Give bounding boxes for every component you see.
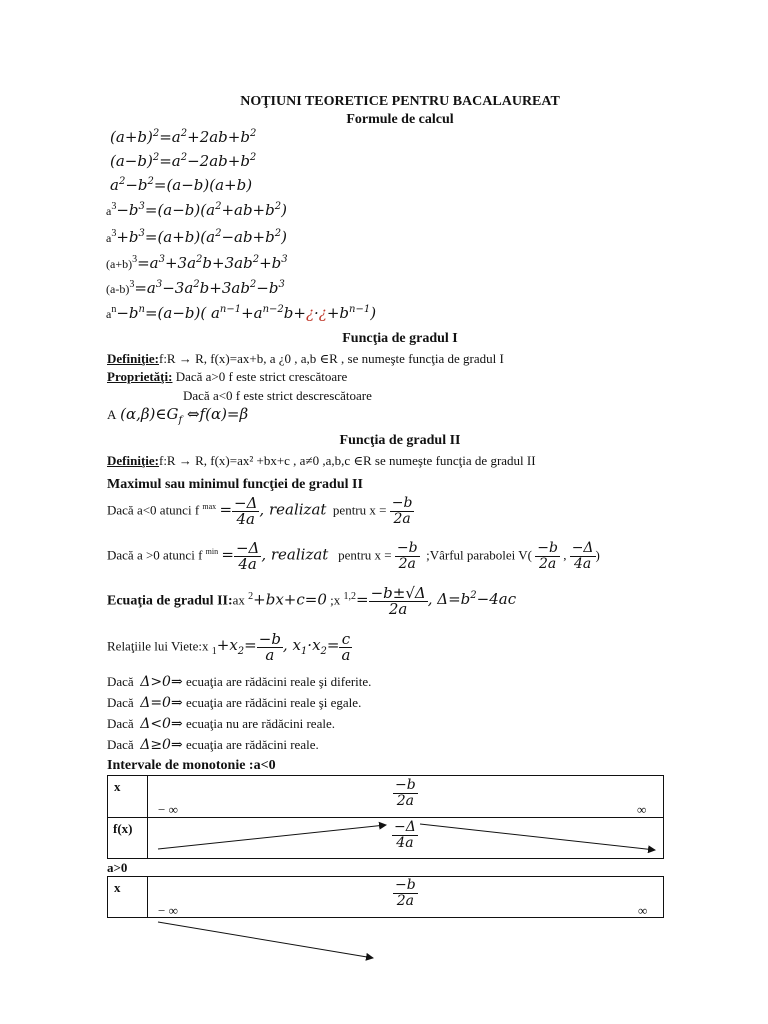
table-divider <box>147 876 148 918</box>
formula-1: $(a+b)^2=a^2+2ab+b^2$ <box>110 128 257 146</box>
formula-4: $a^3-b^3=(a-b)(a^2+ab+b^2)$ <box>106 201 287 219</box>
formula-6: $(a+b)^3=a^3+3a^2b+3ab^2+b^3$ <box>106 254 288 272</box>
arrow-increasing <box>158 825 386 849</box>
arrow-decreasing <box>420 824 655 850</box>
monotony-table-positive <box>107 876 664 918</box>
minus-infinity-2: − ∞ <box>158 903 178 918</box>
case-delta-positive: Dacă Δ>0⇒ ecuaţia are rădăcini reale şi diferite. <box>107 674 372 690</box>
table-label-x: x <box>114 779 121 794</box>
section-grad2: Funcţia de gradul II <box>339 433 461 448</box>
page-title: NOŢIUNI TEORETICE PENTRU BACALAUREAT <box>240 94 560 109</box>
vertex-x-label: $\frac{-b}{2a}$ <box>395 777 416 809</box>
vertex-y-label: $\frac{-\Delta}{4a}$ <box>394 819 416 851</box>
section-formule: Formule de calcul <box>346 112 454 127</box>
minus-infinity: − ∞ <box>158 802 178 817</box>
plus-infinity: ∞ <box>637 802 647 817</box>
viete-relations: Relaţiile lui Viete:x $_1+x_2=$ $\frac{-b}{a}$ , $x_1\cdot x_2=$ $\frac{c}{a}$ <box>107 630 351 664</box>
maxmin-title: Maximul sau minimul funcţiei de gradul II <box>107 477 363 492</box>
min-line: Dacă a >0 atunci f $^{min}$ = $\frac{-\Delta}{4a}$ , realizat pentru x = $\frac{-b}{2a}$ ;Vârful parabolei V( $\frac{-b}{2a}$ , $\frac{-\Delta}{4a}$ ) <box>107 539 600 573</box>
formula-7: $(a-b)^3=a^3-3a^2b+3ab^2-b^3$ <box>106 279 285 297</box>
table-label-fx: f(x) <box>113 821 133 836</box>
definition-grad1: Definiţie:f:R → R, f(x)=ax+b, a ¿0 , a,b ∈R , se numeşte funcţia de gradul I <box>107 351 504 366</box>
formula-8: $a^n-b^n=(a-b)$( $a^{n-1}+a^{n-2}b+¿\cdot¿+b^{n-1}$) <box>106 304 377 322</box>
property-2: Dacă a<0 f este strict descrescătoare <box>183 388 372 403</box>
section-grad1: Funcţia de gradul I <box>342 331 458 346</box>
formula-3: $a^2-b^2=(a-b)(a+b)$ <box>110 176 253 194</box>
a-positive-label: a>0 <box>107 860 128 875</box>
case-delta-nonnegative: Dacă Δ≥0⇒ ecuaţia are rădăcini reale. <box>107 737 319 753</box>
plus-infinity-2: ∞ <box>638 903 648 918</box>
case-delta-zero: Dacă Δ=0⇒ ecuaţia are rădăcini reale şi egale. <box>107 695 362 711</box>
table2-label-x: x <box>114 880 121 895</box>
vertex-x-label-2: $\frac{-b}{2a}$ <box>395 877 416 909</box>
equation-grad2: Ecuaţia de gradul II:ax $^2$+bx+c=0 ;x $^{1,2}$= $\frac{-b\pm√\Delta}{2a}$ , $\Delta=b^2-4ac$ <box>107 584 517 618</box>
formula-2: $(a-b)^2=a^2-2ab+b^2$ <box>110 152 257 170</box>
case-delta-negative: Dacă Δ<0⇒ ecuaţia nu are rădăcini reale. <box>107 716 335 732</box>
monotony-title: Intervale de monotonie :a<0 <box>107 758 276 773</box>
definition-grad2: Definiţie:f:R → R, f(x)=ax² +bx+c , a≠0 ,a,b,c ∈R se numeşte funcţia de gradul II <box>107 453 536 468</box>
max-line: Dacă a<0 atunci f $^{max}$ = $\frac{-\Delta}{4a}$ , realizat pentru x = $\frac{-b}{2a}$ <box>107 494 413 528</box>
arrow-decreasing-a-positive <box>158 922 373 958</box>
properties: Proprietăţi: Dacă a>0 f este strict crescătoare <box>107 369 348 384</box>
formula-5: $a^3+b^3=(a+b)(a^2-ab+b^2)$ <box>106 228 287 246</box>
graph-rule: A $(\alpha,\beta)\in G_f$ ⇔f(α)=β <box>107 405 249 426</box>
